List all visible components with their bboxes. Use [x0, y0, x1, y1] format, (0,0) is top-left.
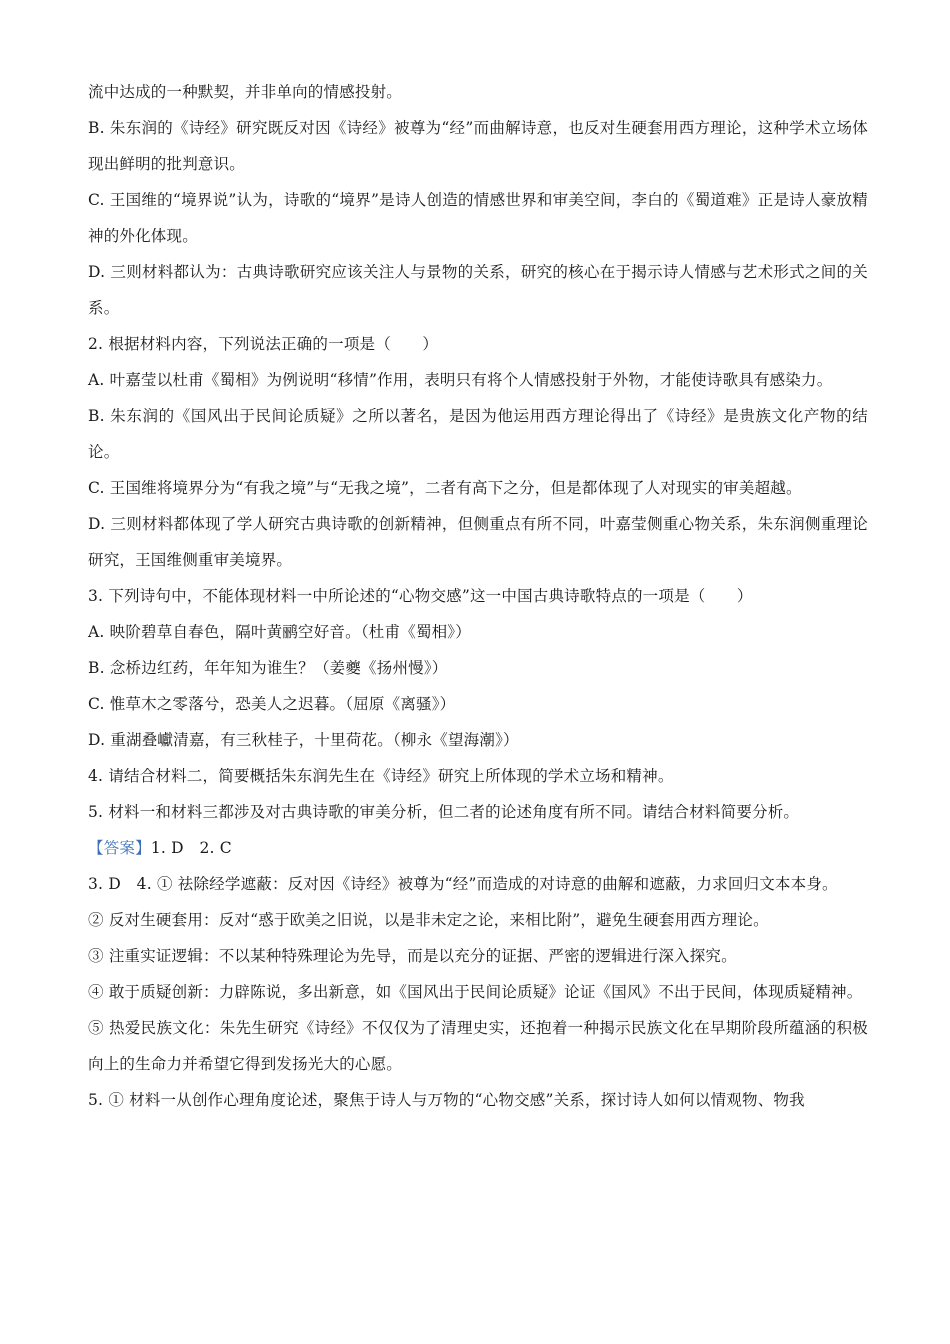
paragraph-q3-option-d: D. 重湖叠巘清嘉，有三秋桂子，十里荷花。（柳永《望海潮》）	[88, 731, 519, 749]
paragraph-q1-option-b: B. 朱东润的《诗经》研究既反对因《诗经》被尊为“经”而曲解诗意，也反对生硬套用西方理论，这种学术立场体现出鲜明的批判意识。	[88, 119, 868, 173]
answer-text: 1. D 2. C	[150, 839, 232, 857]
paragraph-q2-option-d: D. 三则材料都体现了学人研究古典诗歌的创新精神，但侧重点有所不同，叶嘉莹侧重心物关系，朱东润侧重理论研究，王国维侧重审美境界。	[88, 515, 868, 569]
paragraph-q2-option-b: B. 朱东润的《国风出于民间论质疑》之所以著名，是因为他运用西方理论得出了《诗经》是贵族文化产物的结论。	[88, 407, 868, 461]
paragraph-q2-option-c: C. 王国维将境界分为“有我之境”与“无我之境”，二者有高下之分，但是都体现了人对现实的审美超越。	[88, 479, 802, 497]
answer-q4-point-2: ② 反对生硬套用：反对“惑于欧美之旧说，以是非未定之论，来相比附”，避免生硬套用西方理论。	[88, 911, 769, 929]
document-body	[88, 74, 868, 1118]
answer-tag: 【答案】	[88, 839, 151, 857]
paragraph-q2-option-a: A. 叶嘉莹以杜甫《蜀相》为例说明“移情”作用，表明只有将个人情感投射于外物，才能使诗歌具有感染力。	[88, 371, 833, 389]
answer-line	[88, 830, 868, 866]
answer-q4-point-4: ④ 敢于质疑创新：力辟陈说，多出新意，如《国风出于民间论质疑》论证《国风》不出于民间，体现质疑精神。	[88, 983, 863, 1001]
paragraph-option-a-continued: 流中达成的一种默契，并非单向的情感投射。	[88, 83, 403, 101]
answer-q5-point-1: 5. ① 材料一从创作心理角度论述，聚焦于诗人与万物的“心物交感”关系，探讨诗人如何以情观物、物我	[88, 1091, 805, 1109]
answer-q4-point-5: ⑤ 热爱民族文化：朱先生研究《诗经》不仅仅为了清理史实，还抱着一种揭示民族文化在早期阶段所蕴涵的积极向上的生命力并希望它得到发扬光大的心愿。	[88, 1019, 868, 1073]
question-5: 5. 材料一和材料三都涉及对古典诗歌的审美分析，但二者的论述角度有所不同。请结合材料简要分析。	[88, 803, 800, 821]
paragraph-q3-option-b: B. 念桥边红药，年年知为谁生？（姜夔《扬州慢》）	[88, 659, 448, 677]
paragraph-q1-option-c: C. 王国维的“境界说”认为，诗歌的“境界”是诗人创造的情感世界和审美空间，李白的《蜀道难》正是诗人豪放精神的外化体现。	[88, 191, 868, 245]
question-3: 3. 下列诗句中，不能体现材料一中所论述的“心物交感”这一中国古典诗歌特点的一项是（ ）	[88, 587, 753, 605]
answer-q3-q4-point-1: 3. D 4. ① 祛除经学遮蔽：反对因《诗经》被尊为“经”而造成的对诗意的曲解和遮蔽，力求回归文本本身。	[88, 875, 838, 893]
paragraph-q3-option-a: A. 映阶碧草自春色，隔叶黄鹂空好音。（杜甫《蜀相》）	[88, 623, 471, 641]
paragraph-q1-option-d: D. 三则材料都认为：古典诗歌研究应该关注人与景物的关系，研究的核心在于揭示诗人情感与艺术形式之间的关系。	[88, 263, 868, 317]
question-4: 4. 请结合材料二，简要概括朱东润先生在《诗经》研究上所体现的学术立场和精神。	[88, 767, 674, 785]
answer-q4-point-3: ③ 注重实证逻辑：不以某种特殊理论为先导，而是以充分的证据、严密的逻辑进行深入探究。	[88, 947, 737, 965]
question-2: 2. 根据材料内容，下列说法正确的一项是（ ）	[88, 335, 439, 353]
paragraph-q3-option-c: C. 惟草木之零落兮，恐美人之迟暮。（屈原《离骚》）	[88, 695, 456, 713]
